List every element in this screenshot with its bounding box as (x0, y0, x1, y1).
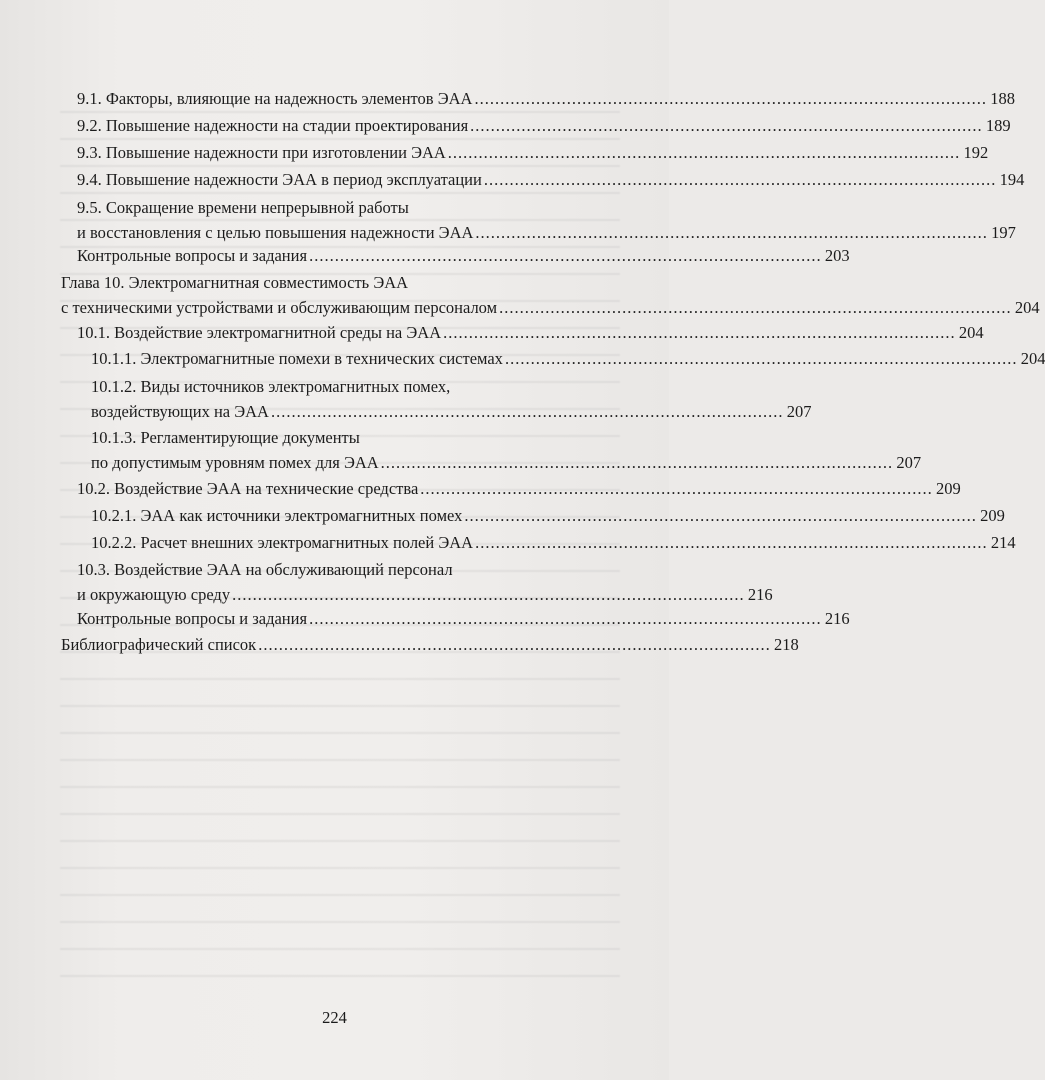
leader-dots: .................................................................................................... (464, 506, 977, 525)
toc-entry-page: 192 (963, 143, 989, 162)
leader-dots: .................................................................................................... (475, 533, 988, 552)
leader-dots: .................................................................................................... (474, 89, 987, 108)
toc-entry-page: 204 (1020, 349, 1045, 368)
toc-entry (61, 271, 1040, 321)
toc-entry-page: 216 (824, 609, 850, 628)
toc-entry-title: 10.1. Воздействие электромагнитной среды на ЭАА (77, 323, 442, 342)
leader-dots: .................................................................................................... (504, 349, 1018, 368)
toc-entry (61, 426, 922, 476)
toc-entry-title: 10.2. Воздействие ЭАА на технические средства (77, 479, 419, 498)
toc-entry-title: Контрольные вопросы и задания (77, 246, 308, 265)
toc-entry-title: Библиографический список (61, 635, 257, 654)
toc-entry (61, 86, 1015, 112)
toc-entry (61, 606, 850, 632)
leader-dots: .................................................................................................... (309, 246, 822, 265)
toc-entry-page: 214 (990, 533, 1016, 552)
toc-entry-title: 10.2.1. ЭАА как источники электромагнитных помех (91, 506, 463, 525)
toc-entry-title-line1: Глава 10. Электромагнитная совместимость ЭАА (61, 273, 409, 292)
toc-entry-title: 9.2. Повышение надежности на стадии проектирования (77, 116, 469, 135)
toc-entry-page: 207 (786, 402, 812, 421)
leader-dots: .................................................................................................... (380, 453, 894, 472)
toc-entry-page: 218 (773, 635, 799, 654)
leader-dots: .................................................................................................... (470, 116, 983, 135)
toc-entry-title-line1: 10.1.3. Регламентирующие документы (91, 428, 360, 447)
leader-dots: .................................................................................................... (232, 585, 745, 604)
toc-entry-page: 216 (747, 585, 773, 604)
leader-dots: .................................................................................................... (499, 298, 1012, 317)
toc-entry-page: 209 (980, 506, 1005, 525)
leader-dots: .................................................................................................... (420, 479, 933, 498)
toc-entry-page: 209 (936, 479, 961, 498)
toc-entry-title: и восстановления с целью повышения надежности ЭАА (77, 223, 474, 242)
leader-dots: .................................................................................................... (309, 609, 822, 628)
toc-entry (61, 476, 961, 502)
toc-entry-title-line1: 9.5. Сокращение времени непрерывной работы (77, 198, 409, 217)
leader-dots: .................................................................................................... (475, 223, 988, 242)
toc-entry-page: 189 (985, 116, 1011, 135)
toc-entry-page: 204 (1014, 298, 1040, 317)
leader-dots: .................................................................................................... (270, 402, 784, 421)
page-number: 224 (322, 1008, 347, 1027)
toc-entry (61, 113, 1011, 139)
toc-entry (61, 530, 1016, 556)
toc-entry-title: Контрольные вопросы и задания (77, 609, 308, 628)
leader-dots: .................................................................................................... (483, 170, 997, 189)
toc-entry-title: 9.1. Факторы, влияющие на надежность элементов ЭАА (77, 89, 473, 108)
toc-entry (61, 320, 984, 346)
toc-entry-page: 204 (958, 323, 984, 342)
toc-entry-title-line1: 10.3. Воздействие ЭАА на обслуживающий персонал (77, 560, 453, 579)
toc-entry (61, 346, 1045, 372)
leader-dots: .................................................................................................... (443, 323, 956, 342)
toc-entry-title: 10.1.1. Электромагнитные помехи в технических системах (91, 349, 503, 368)
toc-entry-page: 203 (824, 246, 850, 265)
toc-entry (61, 196, 1016, 246)
toc-entry (61, 375, 812, 425)
toc-entry-page: 194 (999, 170, 1025, 189)
toc-entry-title: с техническими устройствами и обслуживающим персоналом (61, 298, 498, 317)
toc-entry-title-line1: 10.1.2. Виды источников электромагнитных помех, (91, 377, 451, 396)
toc-entry (61, 167, 1025, 193)
toc-entry (61, 632, 799, 658)
toc-entry-title: 9.3. Повышение надежности при изготовлении ЭАА (77, 143, 446, 162)
leader-dots: .................................................................................................... (258, 635, 771, 654)
toc-entry-page: 197 (991, 223, 1016, 242)
toc-entry-title: и окружающую среду (77, 585, 231, 604)
toc-entry (61, 243, 850, 269)
toc-entry-title: воздействующих на ЭАА (91, 402, 269, 421)
leader-dots: .................................................................................................... (447, 143, 961, 162)
toc-entry (61, 503, 1005, 529)
toc-entry-page: 207 (896, 453, 922, 472)
toc-entry-page: 188 (990, 89, 1015, 108)
toc-entry (61, 558, 773, 608)
toc-entry-title: 10.2.2. Расчет внешних электромагнитных полей ЭАА (91, 533, 474, 552)
toc-entry-title: 9.4. Повышение надежности ЭАА в период эксплуатации (77, 170, 482, 189)
toc-entry (61, 140, 989, 166)
toc-entry-title: по допустимым уровням помех для ЭАА (91, 453, 379, 472)
